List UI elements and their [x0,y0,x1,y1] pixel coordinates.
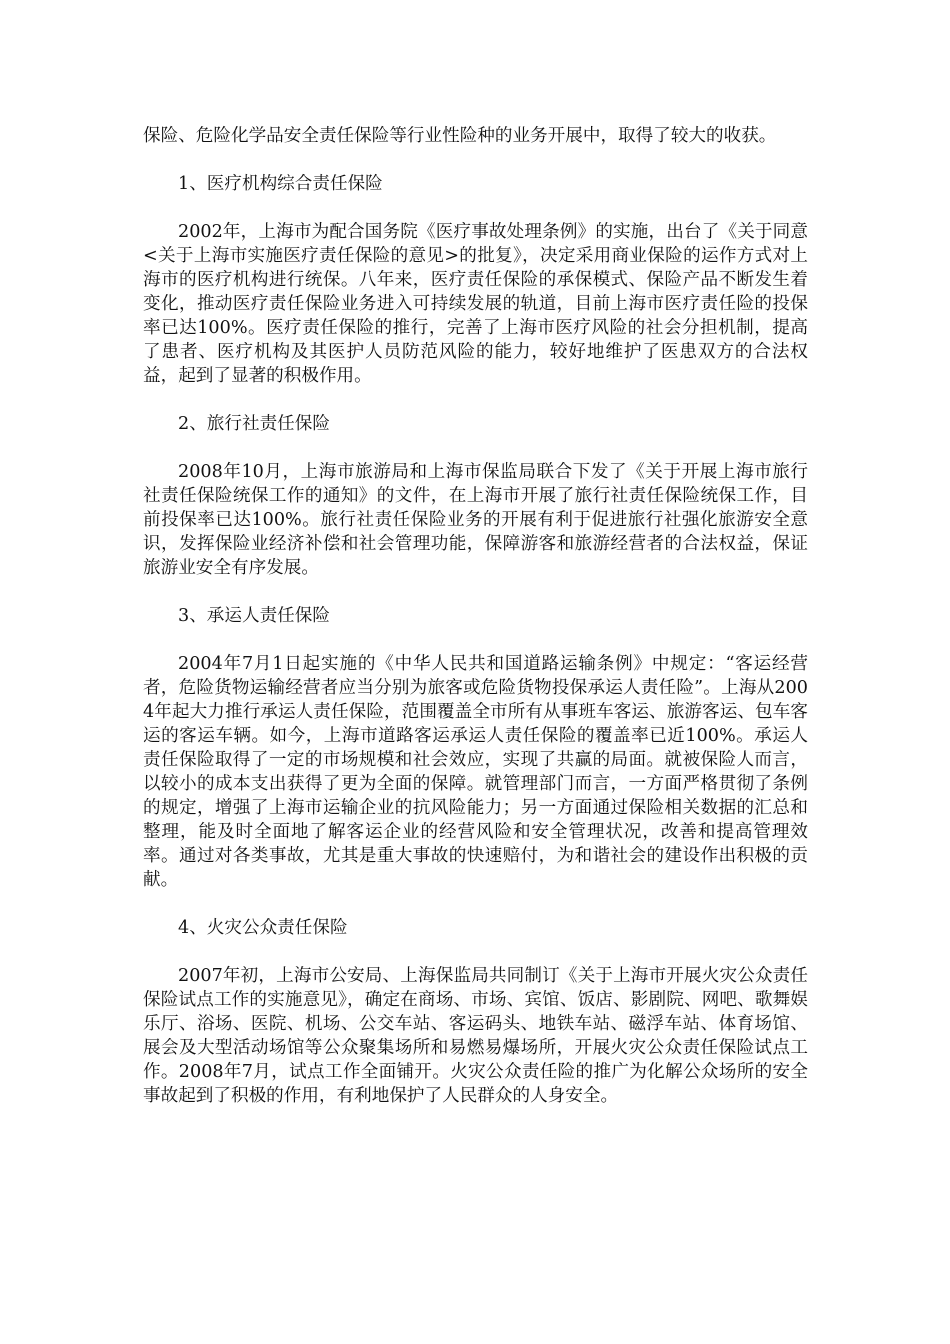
paragraph-carrier: 2004年7月1日起实施的《中华人民共和国道路运输条例》中规定：“客运经营者，危险货物运输经营者应当分别为旅客或危险货物投保承运人责任险”。上海从2004年起大力推行承运人责任保险，范围覆盖全市所有从事班车客运、旅游客运、包车客运的客运车辆。如今，上海市道路客运承运人责任保险的覆盖率已近100%。承运人责任保险取得了一定的市场规模和社会效应，实现了共赢的局面。就被保险人而言，以较小的成本支出获得了更为全面的保障。就管理部门而言，一方面严格贯彻了条例的规定，增强了上海市运输企业的抗风险能力；另一方面通过保险相关数据的汇总和整理，能及时全面地了解客运企业的经营风险和安全管理状况，改善和提高管理效率。通过对各类事故，尤其是重大事故的快速赔付，为和谐社会的建设作出积极的贡献。 [143,654,808,890]
intro-paragraph: 保险、危险化学品安全责任保险等行业性险种的业务开展中，取得了较大的收获。 [143,126,777,146]
document-page [143,124,808,1132]
section-heading-fire: 4、火灾公众责任保险 [178,918,348,938]
section-heading-carrier: 3、承运人责任保险 [178,606,330,626]
section-heading-travel: 2、旅行社责任保险 [178,414,330,434]
paragraph-medical: 2002年，上海市为配合国务院《医疗事故处理条例》的实施，出台了《关于同意<关于上海市实施医疗责任保险的意见>的批复》，决定采用商业保险的运作方式对上海市的医疗机构进行统保。八年来，医疗责任保险的承保模式、保险产品不断发生着变化，推动医疗责任保险业务进入可持续发展的轨道，目前上海市医疗责任险的投保率已达100%。医疗责任保险的推行，完善了上海市医疗风险的社会分担机制，提高了患者、医疗机构及其医护人员防范风险的能力，较好地维护了医患双方的合法权益，起到了显著的积极作用。 [143,222,808,386]
paragraph-travel: 2008年10月，上海市旅游局和上海市保监局联合下发了《关于开展上海市旅行社责任保险统保工作的通知》的文件，在上海市开展了旅行社责任保险统保工作，目前投保率已达100%。旅行社责任保险业务的开展有利于促进旅行社强化旅游安全意识，发挥保险业经济补偿和社会管理功能，保障游客和旅游经营者的合法权益，保证旅游业安全有序发展。 [143,462,808,578]
paragraph-fire: 2007年初，上海市公安局、上海保监局共同制订《关于上海市开展火灾公众责任保险试点工作的实施意见》，确定在商场、市场、宾馆、饭店、影剧院、网吧、歌舞娱乐厅、浴场、医院、机场、公交车站、客运码头、地铁车站、磁浮车站、体育场馆、展会及大型活动场馆等公众聚集场所和易燃易爆场所，开展火灾公众责任保险试点工作。2008年7月，试点工作全面铺开。火灾公众责任险的推广为化解公众场所的安全事故起到了积极的作用，有利地保护了人民群众的人身安全。 [143,966,808,1106]
section-heading-medical: 1、医疗机构综合责任保险 [178,174,383,194]
